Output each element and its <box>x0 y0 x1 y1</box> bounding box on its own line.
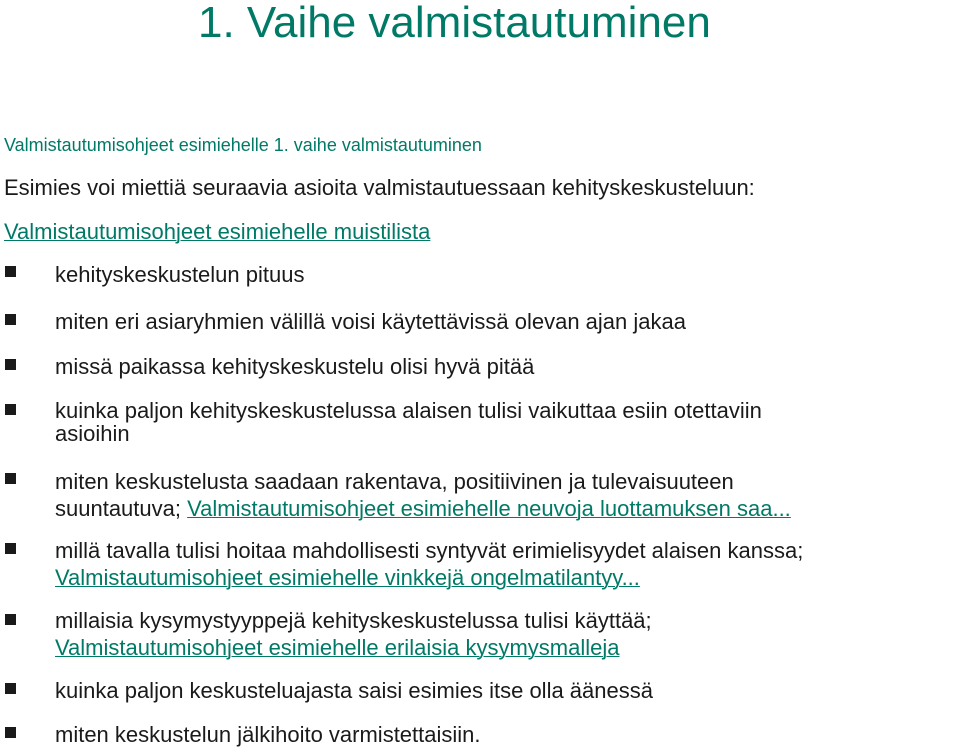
bullet-text <box>55 678 955 703</box>
bullet-text <box>55 398 955 446</box>
square-bullet-icon <box>5 266 16 277</box>
problem-situations-link[interactable]: Valmistautumisohjeet esimiehelle vinkkejä ongelmatilantyy... <box>55 565 640 590</box>
square-bullet-icon <box>5 404 16 415</box>
bullet-text <box>55 309 955 334</box>
square-bullet-icon <box>5 683 16 694</box>
bullet-line: miten keskustelun jälkihoito varmistettaisiin. <box>55 722 481 747</box>
bullet-line: millaisia kysymystyyppejä kehityskeskustelussa tulisi käyttää; <box>55 608 652 633</box>
subtitle-link[interactable]: Valmistautumisohjeet esimiehelle 1. vaihe valmistautuminen <box>4 135 482 155</box>
square-bullet-icon <box>5 543 16 554</box>
bullet-line: kuinka paljon keskusteluajasta saisi esimies itse olla äänessä <box>55 678 653 703</box>
bullet-text <box>55 262 955 287</box>
bullet-line: millä tavalla tulisi hoitaa mahdollisesti syntyvät erimielisyydet alaisen kanssa; <box>55 538 804 563</box>
square-bullet-icon <box>5 314 16 325</box>
trust-advice-link[interactable]: Valmistautumisohjeet esimiehelle neuvoja luottamuksen saa... <box>187 496 791 521</box>
square-bullet-icon <box>5 614 16 625</box>
bullet-line: kuinka paljon kehityskeskustelussa alaisen tulisi vaikuttaa esiin otettaviin <box>55 398 762 423</box>
bullet-line: suuntautuva; <box>55 496 188 521</box>
bullet-line: missä paikassa kehityskeskustelu olisi hyvä pitää <box>55 354 535 379</box>
question-models-link[interactable]: Valmistautumisohjeet esimiehelle erilaisia kysymysmalleja <box>55 635 620 660</box>
checklist-link[interactable]: Valmistautumisohjeet esimiehelle muistilista <box>4 219 431 244</box>
square-bullet-icon <box>5 727 16 738</box>
bullet-line: asioihin <box>55 421 130 446</box>
square-bullet-icon <box>5 473 16 484</box>
slide-title: 1. Vaihe valmistautuminen <box>198 0 711 47</box>
bullet-text <box>55 722 955 747</box>
bullet-line: miten eri asiaryhmien välillä voisi käytettävissä olevan ajan jakaa <box>55 309 686 334</box>
intro-text: Esimies voi miettiä seuraavia asioita valmistautuessaan kehityskeskusteluun: <box>4 175 755 200</box>
bullet-text <box>55 608 955 660</box>
bullet-line: miten keskustelusta saadaan rakentava, positiivinen ja tulevaisuuteen <box>55 469 734 494</box>
bullet-text <box>55 354 955 379</box>
bullet-line: kehityskeskustelun pituus <box>55 262 305 287</box>
bullet-text <box>55 469 955 521</box>
bullet-text <box>55 538 955 590</box>
bullet-line-with-link <box>55 496 955 521</box>
square-bullet-icon <box>5 359 16 370</box>
